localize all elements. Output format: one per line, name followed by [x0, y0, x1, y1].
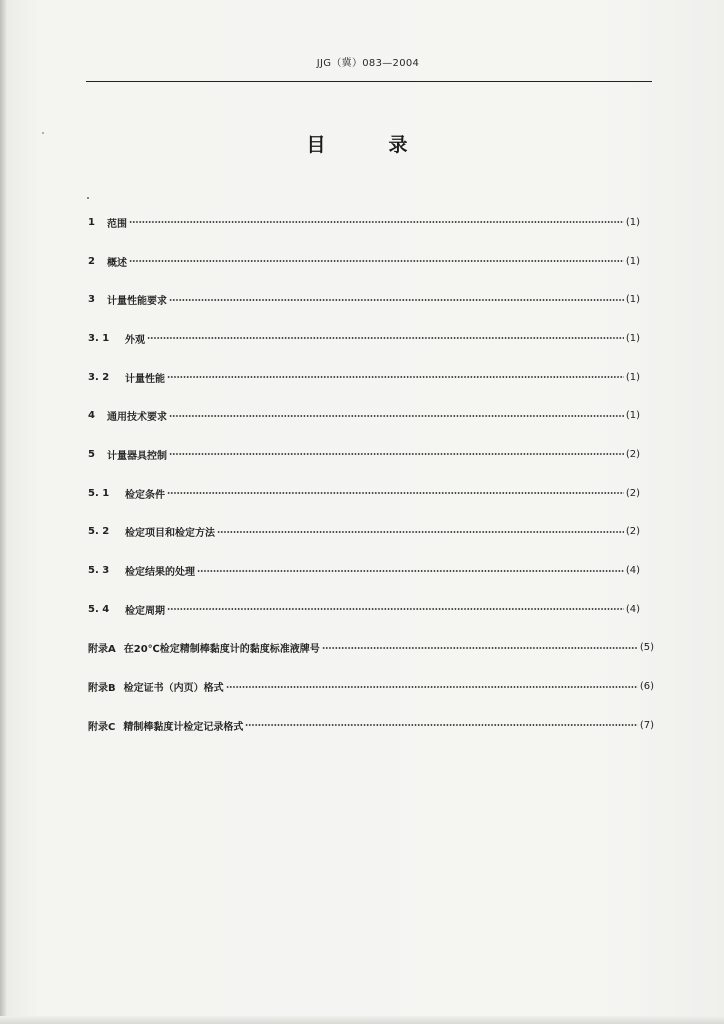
toc-entry[interactable] [88, 474, 640, 513]
toc-page: (1) [625, 332, 640, 344]
toc-page: (1) [625, 371, 640, 383]
toc-number: 3. 2 [88, 371, 110, 383]
toc-page: (4) [625, 565, 640, 577]
toc-entry[interactable] [88, 396, 640, 435]
header-rule [86, 81, 652, 82]
toc-entry-appendix[interactable] [88, 629, 654, 668]
toc-number: 4 [88, 410, 95, 422]
dot-leader [169, 451, 624, 457]
toc-page: (6) [639, 681, 654, 693]
toc-number: 5. 2 [88, 526, 110, 538]
table-of-contents [88, 203, 654, 745]
toc-number: 3. 1 [88, 332, 110, 344]
dot-leader [226, 684, 638, 690]
toc-entry[interactable] [88, 358, 640, 397]
toc-page: (7) [639, 719, 654, 731]
toc-entry[interactable] [88, 590, 640, 629]
toc-entry[interactable] [88, 435, 640, 474]
toc-entry[interactable] [88, 280, 640, 319]
toc-page: (2) [625, 526, 640, 538]
toc-title: 在20℃检定精制棒黏度计的黏度标准液牌号 [123, 644, 320, 656]
toc-title: 计量性能要求 [107, 296, 167, 308]
toc-page: (4) [625, 603, 640, 615]
toc-title: 范围 [107, 218, 127, 230]
toc-title: 概述 [107, 257, 127, 269]
toc-number: 5. 3 [88, 565, 110, 577]
toc-page: (5) [639, 642, 654, 654]
toc-page: (1) [625, 216, 640, 228]
toc-title: 精制棒黏度计检定记录格式 [123, 721, 244, 733]
dot-leader [217, 529, 624, 535]
toc-entry[interactable] [88, 319, 640, 358]
dot-leader [197, 568, 624, 574]
toc-page: (1) [625, 410, 640, 422]
toc-number: 附录B [88, 683, 116, 695]
toc-title: 通用技术要求 [107, 412, 167, 424]
document-code: JJG（冀）083—2004 [316, 58, 420, 69]
dot-leader [147, 335, 624, 341]
dot-leader [167, 490, 624, 496]
toc-entry-appendix[interactable] [88, 667, 654, 706]
toc-number: 1 [88, 216, 95, 228]
toc-entry[interactable] [88, 242, 640, 281]
toc-title: 计量器具控制 [107, 450, 167, 462]
dot-leader [169, 413, 624, 419]
page-title: 目 录 [306, 134, 430, 156]
toc-number: 附录A [88, 644, 116, 656]
dot-leader [322, 645, 638, 651]
dot-leader [129, 219, 624, 225]
toc-title: 检定证书（内页）格式 [123, 683, 224, 695]
toc-title: 计量性能 [125, 373, 165, 385]
toc-number: 5. 4 [88, 603, 110, 615]
toc-title: 检定条件 [125, 489, 165, 501]
dot-leader [169, 297, 624, 303]
dot-leader [167, 606, 624, 612]
toc-page: (2) [625, 448, 640, 460]
dot-leader [245, 722, 637, 728]
toc-title: 检定结果的处理 [125, 567, 195, 579]
dot-leader [129, 258, 624, 264]
toc-entry[interactable] [88, 203, 640, 242]
toc-page: (1) [625, 294, 640, 306]
toc-entry[interactable] [88, 513, 640, 552]
toc-entry-appendix[interactable] [88, 706, 654, 745]
toc-number: 5. 1 [88, 487, 110, 499]
toc-number: 2 [88, 255, 95, 267]
toc-page: (1) [625, 255, 640, 267]
scan-speck [87, 197, 89, 199]
toc-number: 附录C [88, 721, 116, 733]
toc-number: 5 [88, 448, 95, 460]
page-bottom-edge [0, 1016, 724, 1024]
toc-title: 检定周期 [125, 605, 165, 617]
toc-page: (2) [625, 487, 640, 499]
toc-title: 外观 [125, 334, 145, 346]
toc-entry[interactable] [88, 551, 640, 590]
toc-number: 3 [88, 294, 95, 306]
toc-title: 检定项目和检定方法 [125, 528, 215, 540]
dot-leader [167, 374, 624, 380]
